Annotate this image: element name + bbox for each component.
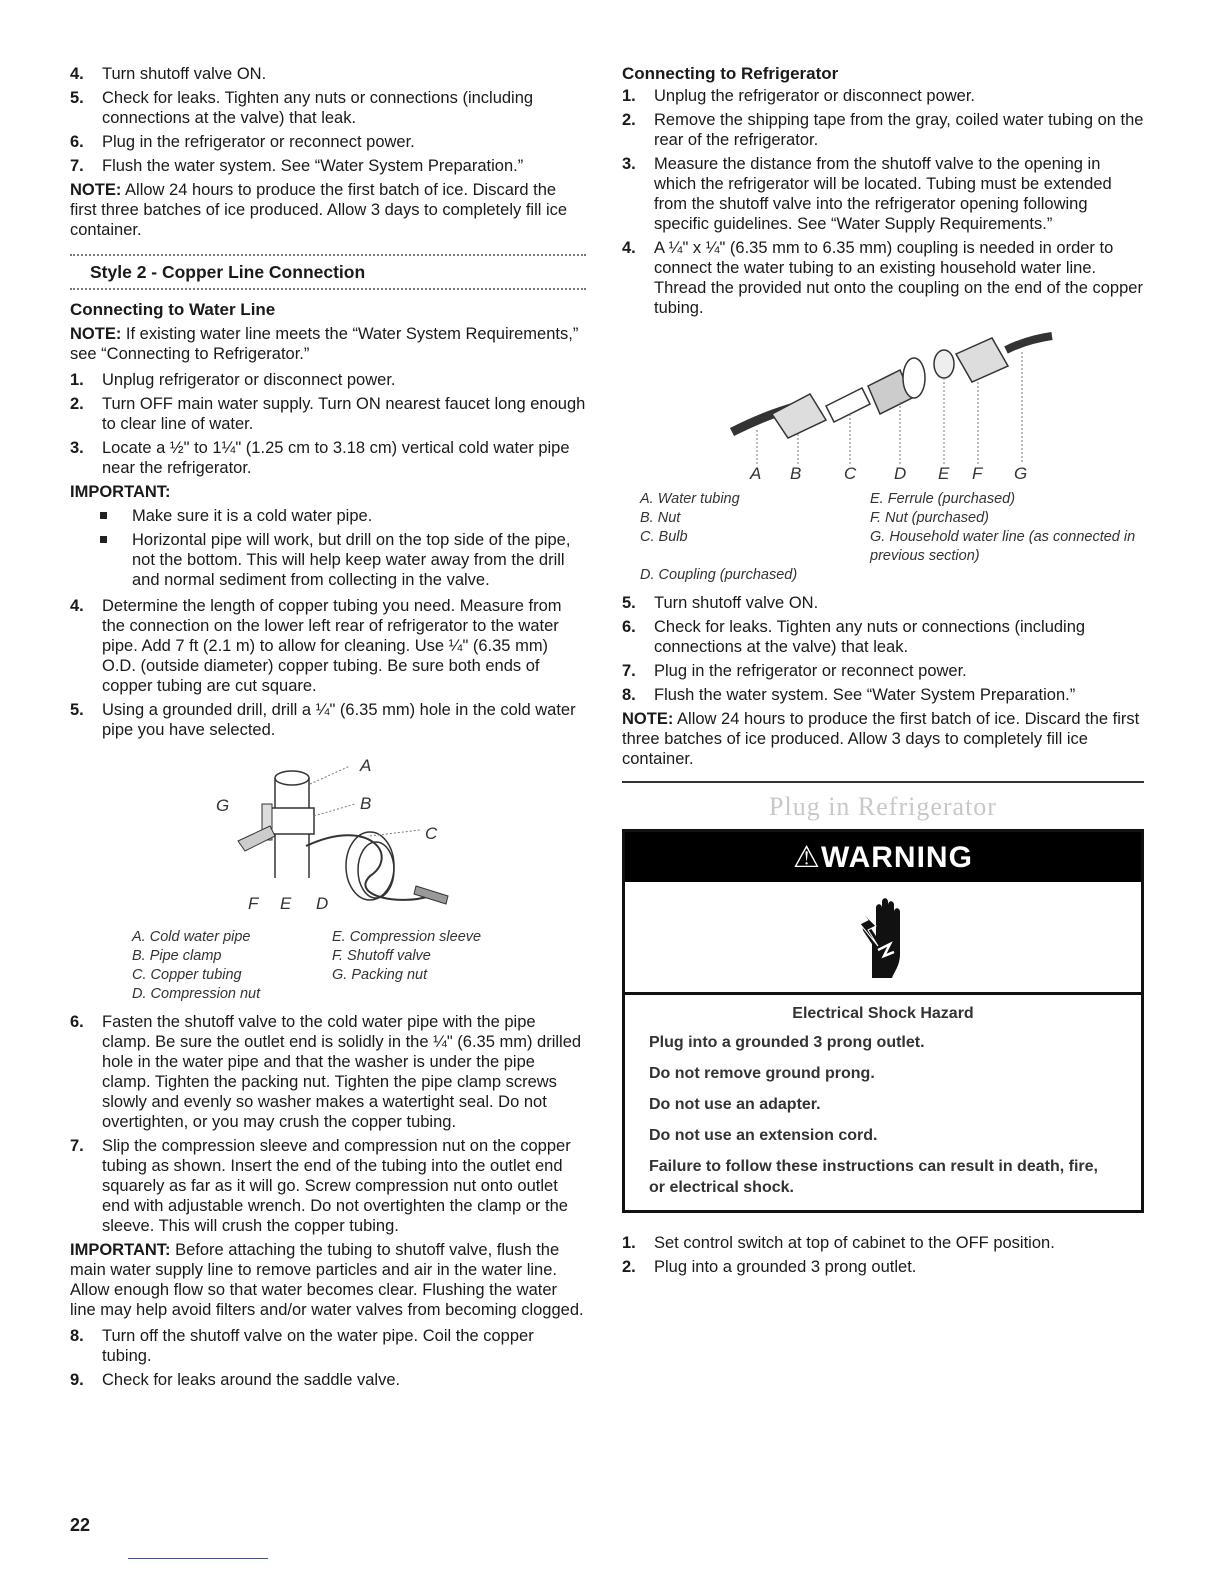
important-flush: IMPORTANT: Before attaching the tubing to shutoff valve, flush the main water supply line to remove particles and air in the water line. Allow enough flow so that water becomes clear. Flushing the water line may help avoid filters and/or water valves from becoming clogged. xyxy=(70,1241,584,1319)
list-item: 5. Check for leaks. Tighten any nuts or connections (including connections at the valve) that leak. xyxy=(70,89,534,127)
steps-a xyxy=(70,64,586,176)
list-item: 6. Plug in the refrigerator or reconnect power. xyxy=(70,133,415,151)
note-ice: NOTE: Allow 24 hours to produce the first batch of ice. Discard the first three batches of ice produced. Allow 3 days to completely fill ice container. xyxy=(70,181,568,239)
style2-title: Style 2 - Copper Line Connection xyxy=(70,254,586,290)
saddle-valve-captions: A. Cold water pipe E. Compression sleeve B. Pipe clamp F. Shutoff valve C. Copper tubing G. Packing nut D. Compression nut xyxy=(132,929,482,1002)
warning-text: Electrical Shock Hazard Plug into a grounded 3 prong outlet. Do not remove ground prong. Do not use an adapter. Do not use an extension cord. Failure to follow these instructions can result in death, fire, or electrical shock. xyxy=(625,995,1141,1210)
list-item: 5. Turn shutoff valve ON. xyxy=(622,594,819,612)
steps-e xyxy=(70,1326,586,1390)
list-item: 7. Flush the water system. See “Water System Preparation.” xyxy=(70,157,524,175)
list-item: 1. Unplug refrigerator or disconnect power. xyxy=(70,371,396,389)
coupling-captions: A. Water tubing E. Ferrule (purchased) B. Nut F. Nut (purchased) C. Bulb G. Household water line (as connected in previous section) D. Coupling (purchased) xyxy=(640,491,1136,583)
right-steps-a xyxy=(622,86,1144,318)
important-heading: IMPORTANT: xyxy=(70,483,171,501)
list-item: 5. Using a grounded drill, drill a ¼" (6.35 mm) hole in the cold water pipe you have selected. xyxy=(70,701,576,739)
list-item: 1. Set control switch at top of cabinet to the OFF position. xyxy=(622,1234,1055,1252)
list-item: 4. Turn shutoff valve ON. xyxy=(70,65,267,83)
bullet-item: Horizontal pipe will work, but drill on the top side of the pipe, not the bottom. This will help keep water away from the drill and normal sediment from collecting in the valve. xyxy=(70,530,586,590)
plug-in-heading: Plug in Refrigerator xyxy=(769,792,997,821)
list-item: 9. Check for leaks around the saddle valve. xyxy=(70,1371,401,1389)
right-column xyxy=(622,64,1144,1281)
water-line-heading: Connecting to Water Line xyxy=(70,300,276,319)
list-item: 6. Check for leaks. Tighten any nuts or connections (including connections at the valve) that leak. xyxy=(622,618,1086,656)
list-item: 6. Fasten the shutoff valve to the cold water pipe with the pipe clamp. Be sure the outlet end is solidly in the ¼" (6.35 mm) drilled hole in the water pipe and that the washer is under the pipe clamp. Tighten the packing nut. Tighten the pipe clamp screws slowly and evenly so washer makes a watertight seal. Do not overtighten, or you may crush the copper tubing. xyxy=(70,1013,582,1131)
list-item: 1. Unplug the refrigerator or disconnect power. xyxy=(622,87,976,105)
list-item: 7. Slip the compression sleeve and compression nut on the copper tubing as shown. Insert the end of the tubing into the outlet end squarely as far as it will go. Screw compression nut onto outlet end with adjustable wrench. Do not overtighten the clamp or the sleeve. This will crush the copper tubing. xyxy=(70,1137,571,1235)
steps-b xyxy=(70,370,586,478)
list-item: 8. Turn off the shutoff valve on the water pipe. Coil the copper tubing. xyxy=(70,1327,534,1365)
right-steps-b xyxy=(622,593,1144,705)
note-water-line: NOTE: If existing water line meets the “Water System Requirements,” see “Connecting to Refrigerator.” xyxy=(70,325,579,363)
warning-title: ⚠WARNING xyxy=(625,832,1141,882)
right-steps-c xyxy=(622,1233,1144,1277)
steps-c xyxy=(70,596,586,740)
warning-box xyxy=(622,829,1144,1213)
section-divider xyxy=(622,781,1144,783)
hazard-title: Electrical Shock Hazard xyxy=(792,1005,974,1022)
important-bullets xyxy=(70,506,586,590)
bullet-item: Make sure it is a cold water pipe. xyxy=(70,506,586,526)
left-column xyxy=(70,64,586,1394)
shock-hazard-icon xyxy=(625,882,1141,995)
list-item: 2. Plug into a grounded 3 prong outlet. xyxy=(622,1258,917,1276)
list-item: 4. A ¼" x ¼" (6.35 mm to 6.35 mm) coupling is needed in order to connect the water tubing to an existing household water line. Thread the provided nut onto the coupling on the end of the copper tubing. xyxy=(622,239,1143,317)
list-item: 3. Locate a ½" to 1¼" (1.25 cm to 3.18 cm) vertical cold water pipe near the refrigerator. xyxy=(70,439,570,477)
list-item: 4. Determine the length of copper tubing you need. Measure from the connection on the lower left rear of refrigerator to the water pipe. Add 7 ft (2.1 m) to allow for cleaning. Use ¼" (6.35 mm) O.D. (outside diameter) copper tubing. Be sure both ends of copper tubing are cut square. xyxy=(70,597,562,695)
footer-rule xyxy=(128,1558,268,1559)
coupling-figure: A B C D E F G xyxy=(622,322,1144,490)
saddle-valve-figure: A B C G F E D xyxy=(70,746,586,928)
list-item: 8. Flush the water system. See “Water System Preparation.” xyxy=(622,686,1076,704)
list-item: 7. Plug in the refrigerator or reconnect power. xyxy=(622,662,967,680)
coupling-illustration xyxy=(622,322,1144,490)
page-number: 22 xyxy=(70,1515,91,1535)
list-item: 2. Remove the shipping tape from the gray, coiled water tubing on the rear of the refrigerator. xyxy=(622,111,1144,149)
steps-d xyxy=(70,1012,586,1236)
list-item: 2. Turn OFF main water supply. Turn ON nearest faucet long enough to clear line of water. xyxy=(70,395,586,433)
list-item: 3. Measure the distance from the shutoff valve to the opening in which the refrigerator will be located. Tubing must be extended from the shutoff valve into the refrigerator opening following specific guidelines. See “Water Supply Requirements.” xyxy=(622,155,1112,233)
refrigerator-heading: Connecting to Refrigerator xyxy=(622,64,839,83)
right-note-ice: NOTE: Allow 24 hours to produce the first batch of ice. Discard the first three batches of ice produced. Allow 3 days to completely fill ice container. xyxy=(622,710,1140,768)
